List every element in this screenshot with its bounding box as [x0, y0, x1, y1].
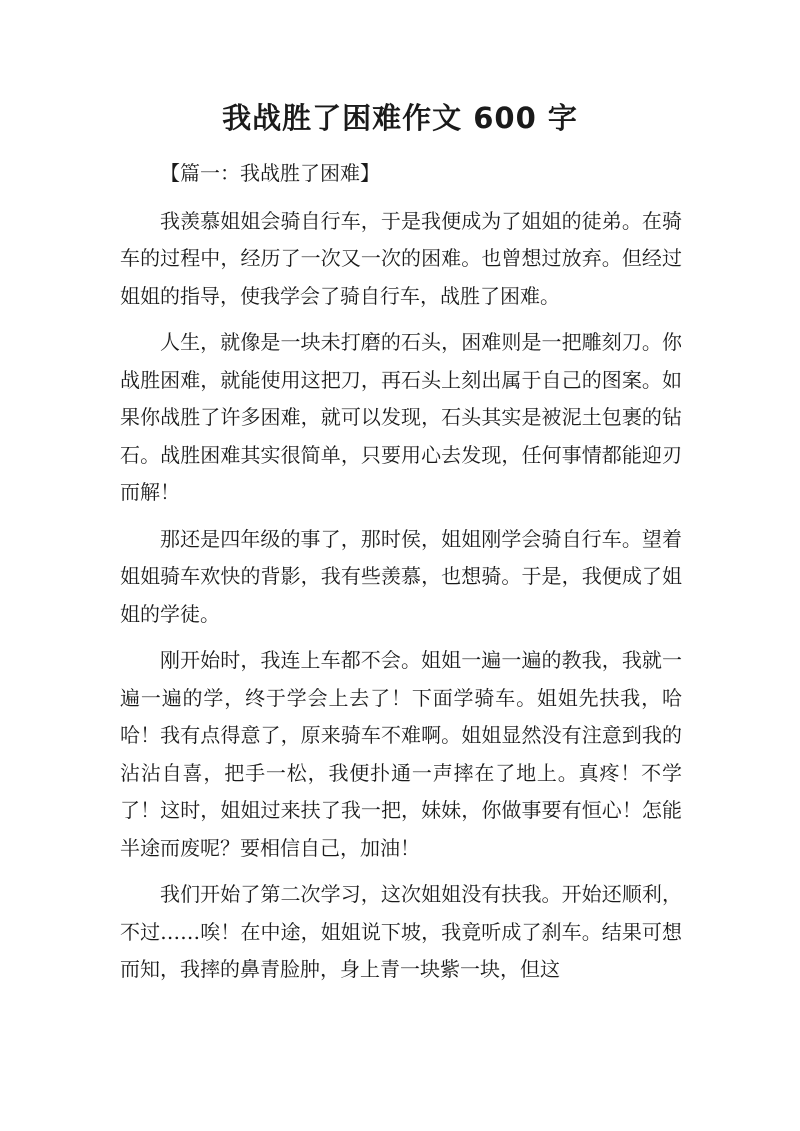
document-body [120, 155, 682, 998]
paragraph: 那还是四年级的事了，那时侯，姐姐刚学会骑自行车。望着姐姐骑车欢快的背影，我有些羡慕，也想骑。于是，我便成了姐姐的学徒。 [120, 526, 682, 626]
paragraph: 人生，就像是一块未打磨的石头，困难则是一把雕刻刀。你战胜困难，就能使用这把刀，再石头上刻出属于自己的图案。如果你战胜了许多困难，就可以发现，石头其实是被泥土包裹的钻石。战胜困难其实很简单，只要用心去发现，任何事情都能迎刃而解！ [120, 330, 682, 504]
paragraph: 我们开始了第二次学习，这次姐姐没有扶我。开始还顺利，不过……唉！在中途，姐姐说下坡，我竟听成了刹车。结果可想而知，我摔的鼻青脸肿，身上青一块紫一块，但这 [120, 882, 682, 981]
section-heading: 【篇一：我战胜了困难】 [160, 161, 380, 185]
paragraph: 我羡慕姐姐会骑自行车，于是我便成为了姐姐的徒弟。在骑车的过程中，经历了一次又一次的困难。也曾想过放弃。但经过姐姐的指导，使我学会了骑自行车，战胜了困难。 [120, 208, 682, 308]
paragraph: 刚开始时，我连上车都不会。姐姐一遍一遍的教我，我就一遍一遍的学，终于学会上去了！下面学骑车。姐姐先扶我，哈哈！我有点得意了，原来骑车不难啊。姐姐显然没有注意到我的沾沾自喜，把手一松，我便扑通一声摔在了地上。真疼！不学了！这时，姐姐过来扶了我一把，妹妹，你做事要有恒心！怎能半途而废呢？要相信自己，加油！ [120, 648, 682, 860]
document-title: 我战胜了困难作文 600 字 [222, 101, 578, 135]
